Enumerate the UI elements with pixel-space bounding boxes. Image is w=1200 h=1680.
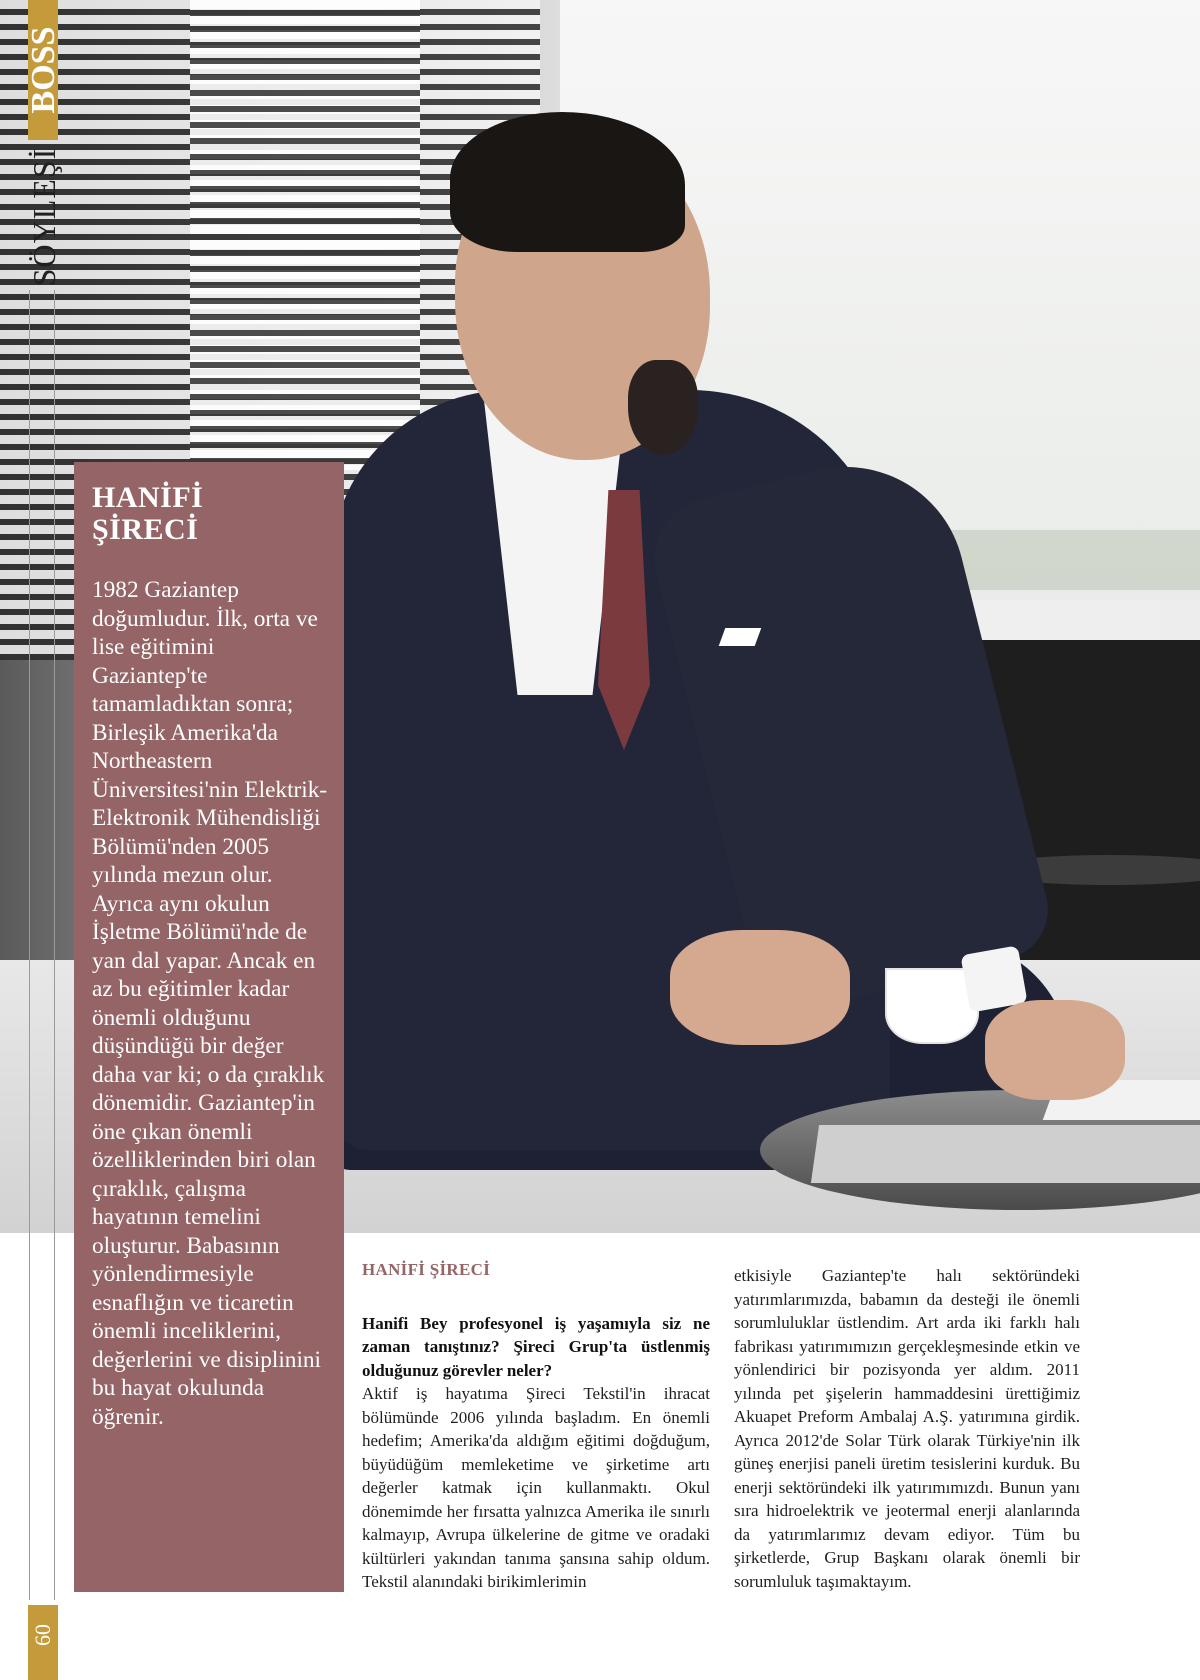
page-number: 60 — [30, 1624, 55, 1646]
bio-text: 1982 Gaziantep doğumludur. İlk, orta ve lise eğitimini Gaziantep'te tamamladıktan sonra; Birleşik Amerika'da Northeastern Üniversitesi'nin Elektrik-Elektronik Mühendisliği Bölümü'nden 2005 yılında mezun olur. Ayrıca aynı okulun İşletme Bölümü'nde de yan dal yapar. Ancak en az bu eğitimler kadar önemli olduğunu düşündüğü bir değer daha var ki; o da çıraklık dönemidir. Gaziantep'in öne çıkan önemli özelliklerinden biri olan çıraklık, çalışma hayatının temelini oluşturur. Babasının yönlendirmesiyle esnaflığın ve ticaretin önemli inceliklerini, değerlerini ve disiplinini bu hayat okulunda öğrenir. — [92, 577, 328, 1430]
article-heading: HANİFİ ŞİRECİ — [362, 1260, 491, 1279]
window-blinds-highlight — [190, 0, 420, 470]
magazines-on-table — [811, 1125, 1200, 1183]
person-hand-left — [670, 930, 850, 1045]
person-hand-right — [985, 1000, 1125, 1100]
article-column-2 — [734, 1264, 1080, 1593]
person-hair — [450, 112, 685, 252]
interview-question: Hanifi Bey profesyonel iş yaşamıyla siz ne zaman tanıştınız? Şireci Grup'ta üstlenmiş olduğunuz görevler neler? — [362, 1313, 710, 1380]
person-beard — [628, 360, 698, 455]
interview-answer-part2: etkisiyle Gaziantep'te halı sektöründeki yatırımlarımızda, babamın da desteği ile önemli sorumluluklar üstlendim. Art arda iki farklı halı fabrikası yatırımımızın gerçekleşmesinde etkin ve yönlendirici bir pozisyonda yer aldım. 2011 yılında pet şişelerin hammaddesini ürettiğimiz Akuapet Preform Ambalaj A.Ş. yatırımına girdik. Ayrıca 2012'de Solar Türk olarak Türkiye'nin ilk güneş enerjisi paneli üretim tesislerini kurduk. Bu enerji sektöründeki ilk yatırımımızdı. Bunun yanı sıra hidroelektrik ve jeotermal enerji alanlarında da yatırımlarımız devam ediyor. Tüm bu şirketlerde, Grup Başkanı olarak önemli bir sorumluluk taşımaktayım. — [734, 1266, 1080, 1591]
bio-name-line2: ŞİRECİ — [92, 513, 199, 546]
interview-answer-part1: Aktif iş hayatıma Şireci Tekstil'in ihracat bölümünde 2006 yılında başladım. En önemli hedefim; Amerika'da aldığım eğitimi doğduğum, büyüdüğüm memleketime ve şirketime artı değerler katmak için kullanmaktı. Okul dönemimde her fırsatta yalnızca Amerika ile sınırlı kalmayıp, Avrupa ülkelerine de gitme ve oradaki kültürleri yakından tanıma şansına sahip oldum. Tekstil alanındaki birikimlerimin — [362, 1384, 710, 1591]
bio-name-line1: HANİFİ — [92, 481, 204, 514]
section-label: SÖYLEŞİ — [26, 147, 62, 287]
article-column-1 — [362, 1258, 710, 1594]
spine-rule — [29, 290, 30, 1600]
pocket-square — [719, 628, 762, 646]
bio-name — [92, 482, 328, 546]
brand-label: BOSS — [25, 26, 62, 114]
spine-rule — [54, 290, 55, 1600]
bio-box — [74, 462, 344, 1592]
